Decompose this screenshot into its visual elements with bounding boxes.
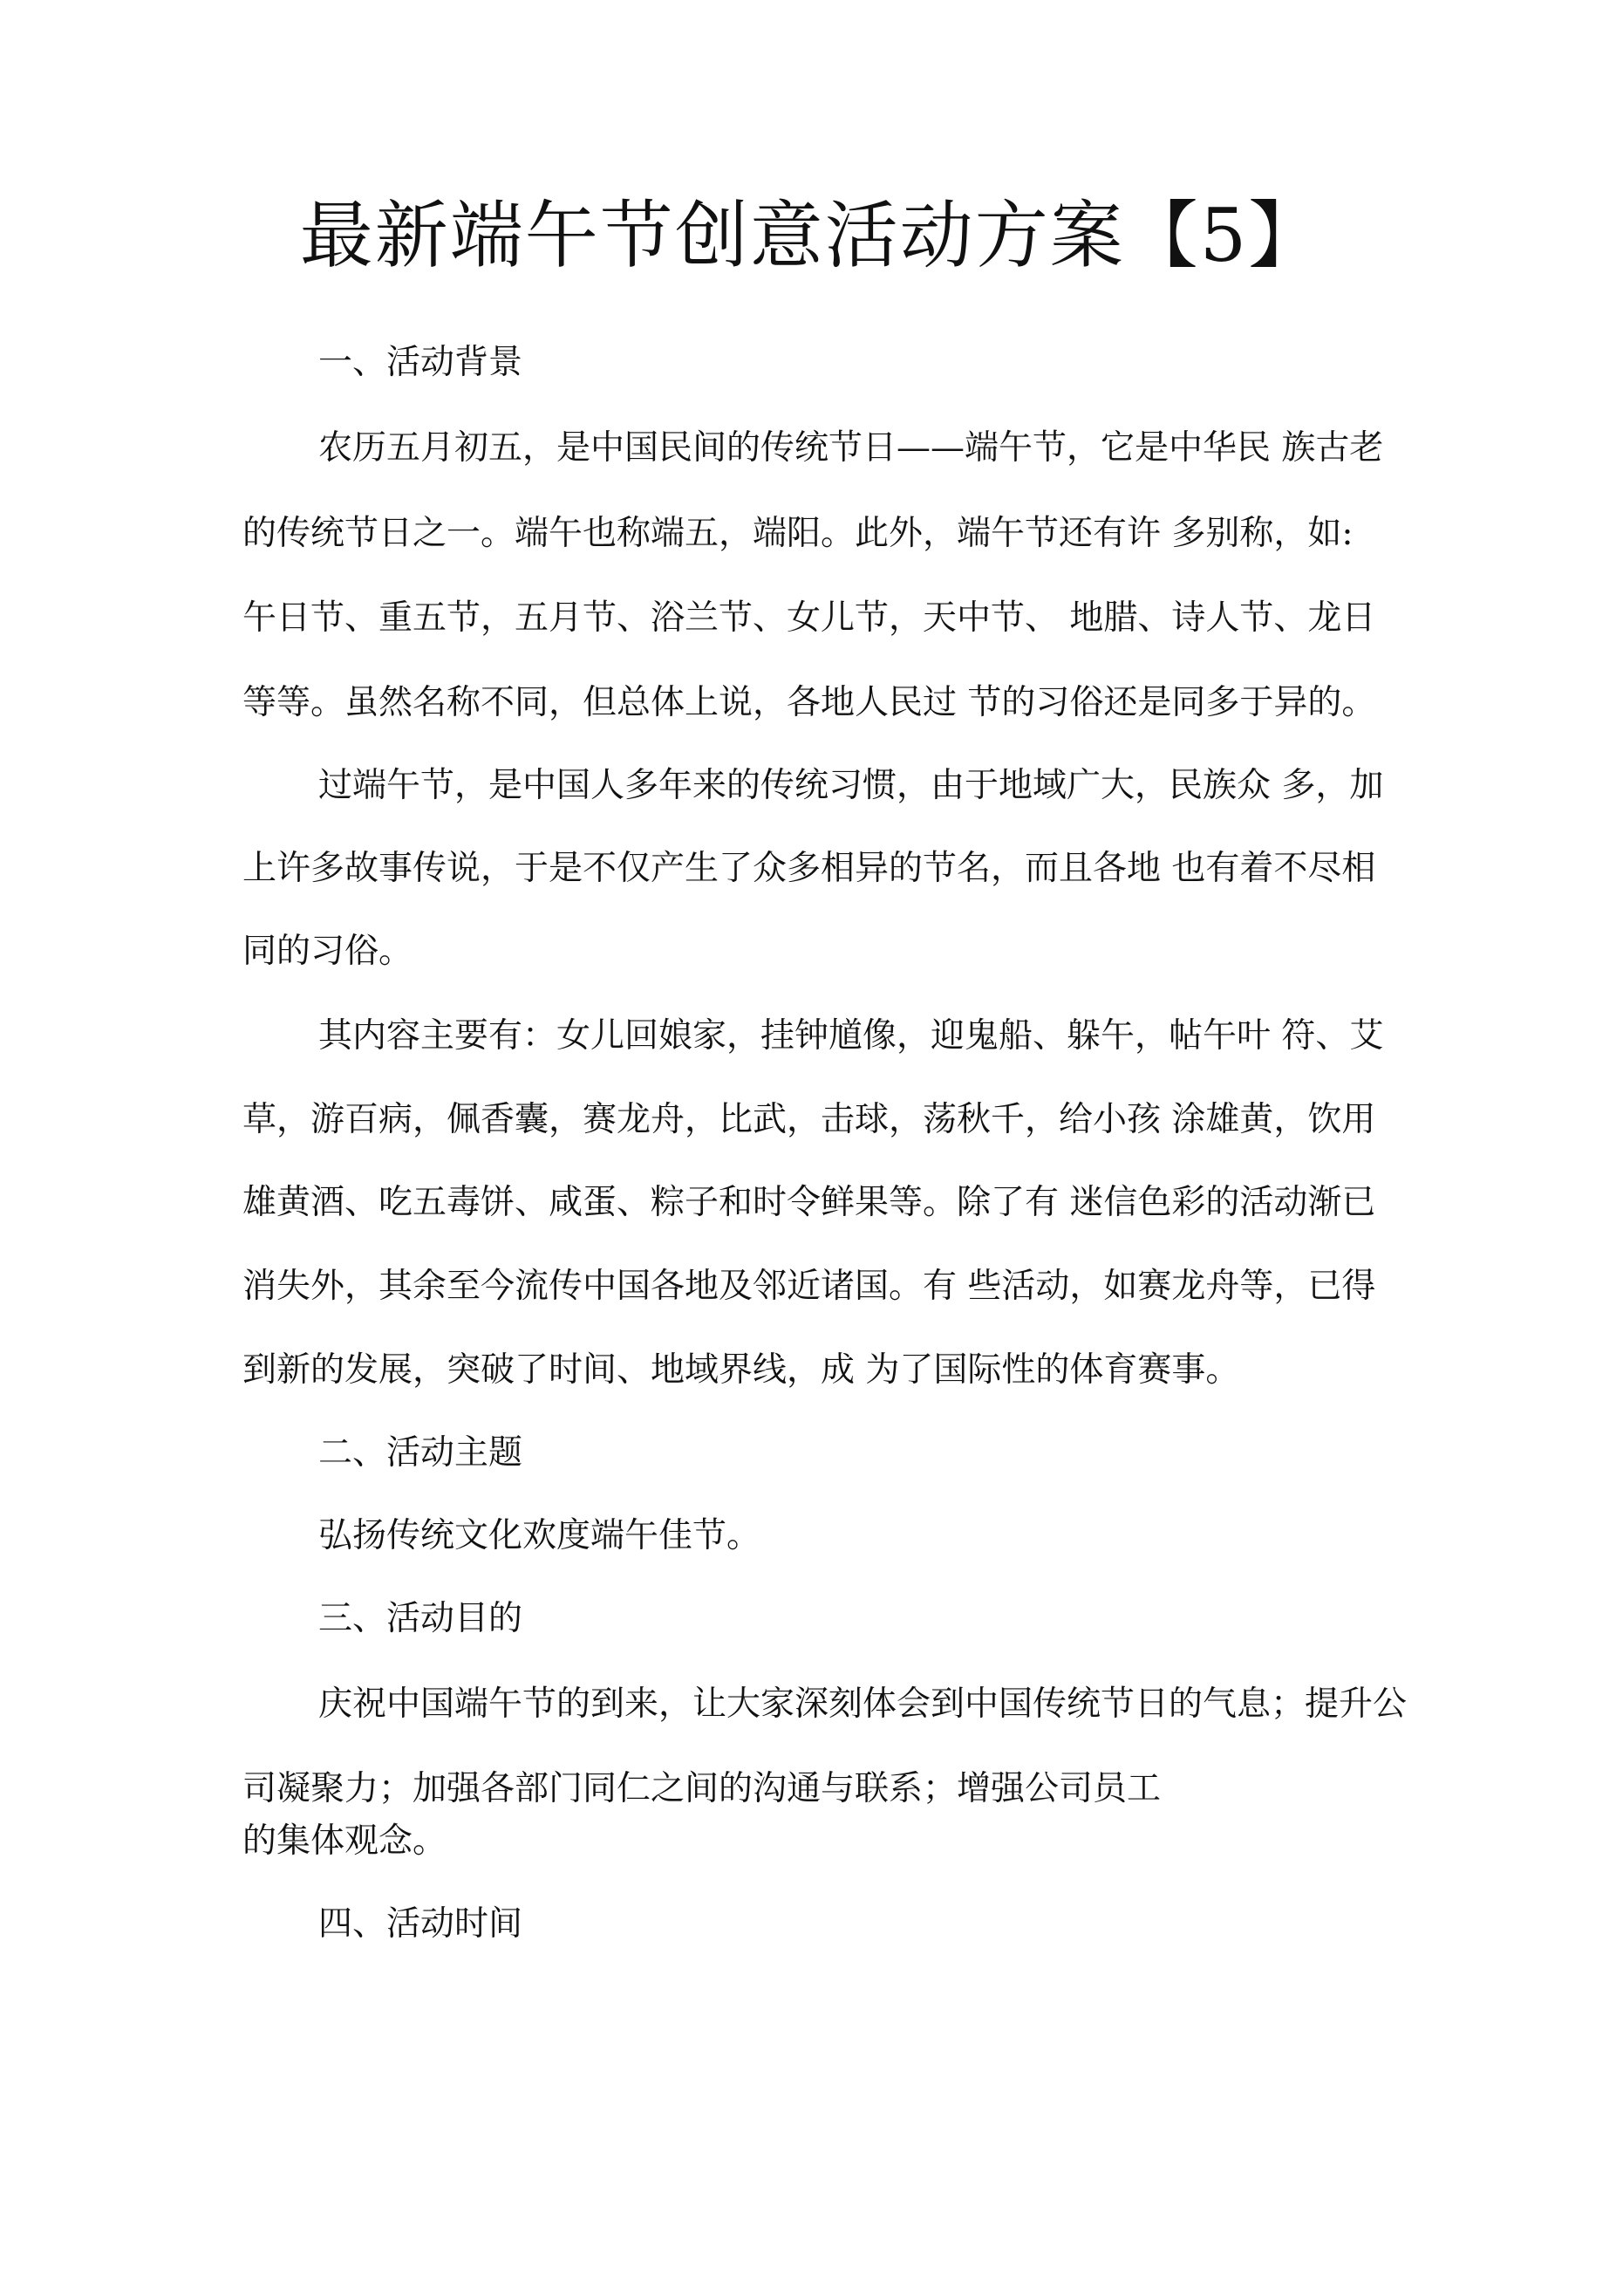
paragraph-line: 过端午节，是中国人多年来的传统习惯，由于地域广大，民族众 多，加 (318, 766, 1384, 805)
paragraph-line: 到新的发展，突破了时间、地域界线，成 为了国际性的体育赛事。 (242, 1350, 1240, 1390)
section-heading-time: 四、活动时间 (318, 1904, 523, 1944)
section-heading-theme: 二、活动主题 (318, 1433, 523, 1473)
paragraph-line: 消失外，其余至今流传中国各地及邻近诸国。有 些活动，如赛龙舟等，已得 (242, 1267, 1376, 1306)
document-title: 最新端午节创意活动方案【5】 (299, 193, 1324, 278)
paragraph-line: 午日节、重五节，五月节、浴兰节、女儿节，天中节、 地腊、诗人节、龙日 (242, 598, 1376, 638)
paragraph-line: 弘扬传统文化欢度端午佳节。 (318, 1516, 761, 1555)
section-heading-background: 一、活动背景 (318, 343, 523, 382)
paragraph-line: 司凝聚力；加强各部门同仁之间的沟通与联系；增强公司员工 (242, 1769, 1162, 1808)
paragraph-line: 草，游百病，佩香囊，赛龙舟，比武，击球，荡秋千，给小孩 涂雄黄，饮用 (242, 1100, 1376, 1139)
paragraph-line: 等等。虽然名称不同，但总体上说，各地人民过 节的习俗还是同多于异的。 (242, 683, 1376, 722)
paragraph-line: 农历五月初五，是中国民间的传统节日——端午节，它是中华民 族古老 (318, 428, 1384, 468)
paragraph-line: 庆祝中国端午节的到来，让大家深刻体会到中国传统节日的气息；提升公 (318, 1684, 1408, 1724)
paragraph-line: 上许多故事传说，于是不仅产生了众多相异的节名，而且各地 也有着不尽相 (242, 849, 1376, 888)
paragraph-line: 其内容主要有：女儿回娘家，挂钟馗像，迎鬼船、躲午，帖午叶 符、艾 (318, 1016, 1384, 1056)
paragraph-line: 的集体观念。 (242, 1821, 447, 1861)
section-heading-purpose: 三、活动目的 (318, 1599, 523, 1638)
paragraph-line: 的传统节日之一。端午也称端五，端阳。此外，端午节还有许 多别称，如: (242, 514, 1354, 553)
paragraph-line: 雄黄酒、吃五毒饼、咸蛋、粽子和时令鲜果等。除了有 迷信色彩的活动渐已 (242, 1183, 1376, 1222)
paragraph-line: 同的习俗。 (242, 932, 413, 971)
